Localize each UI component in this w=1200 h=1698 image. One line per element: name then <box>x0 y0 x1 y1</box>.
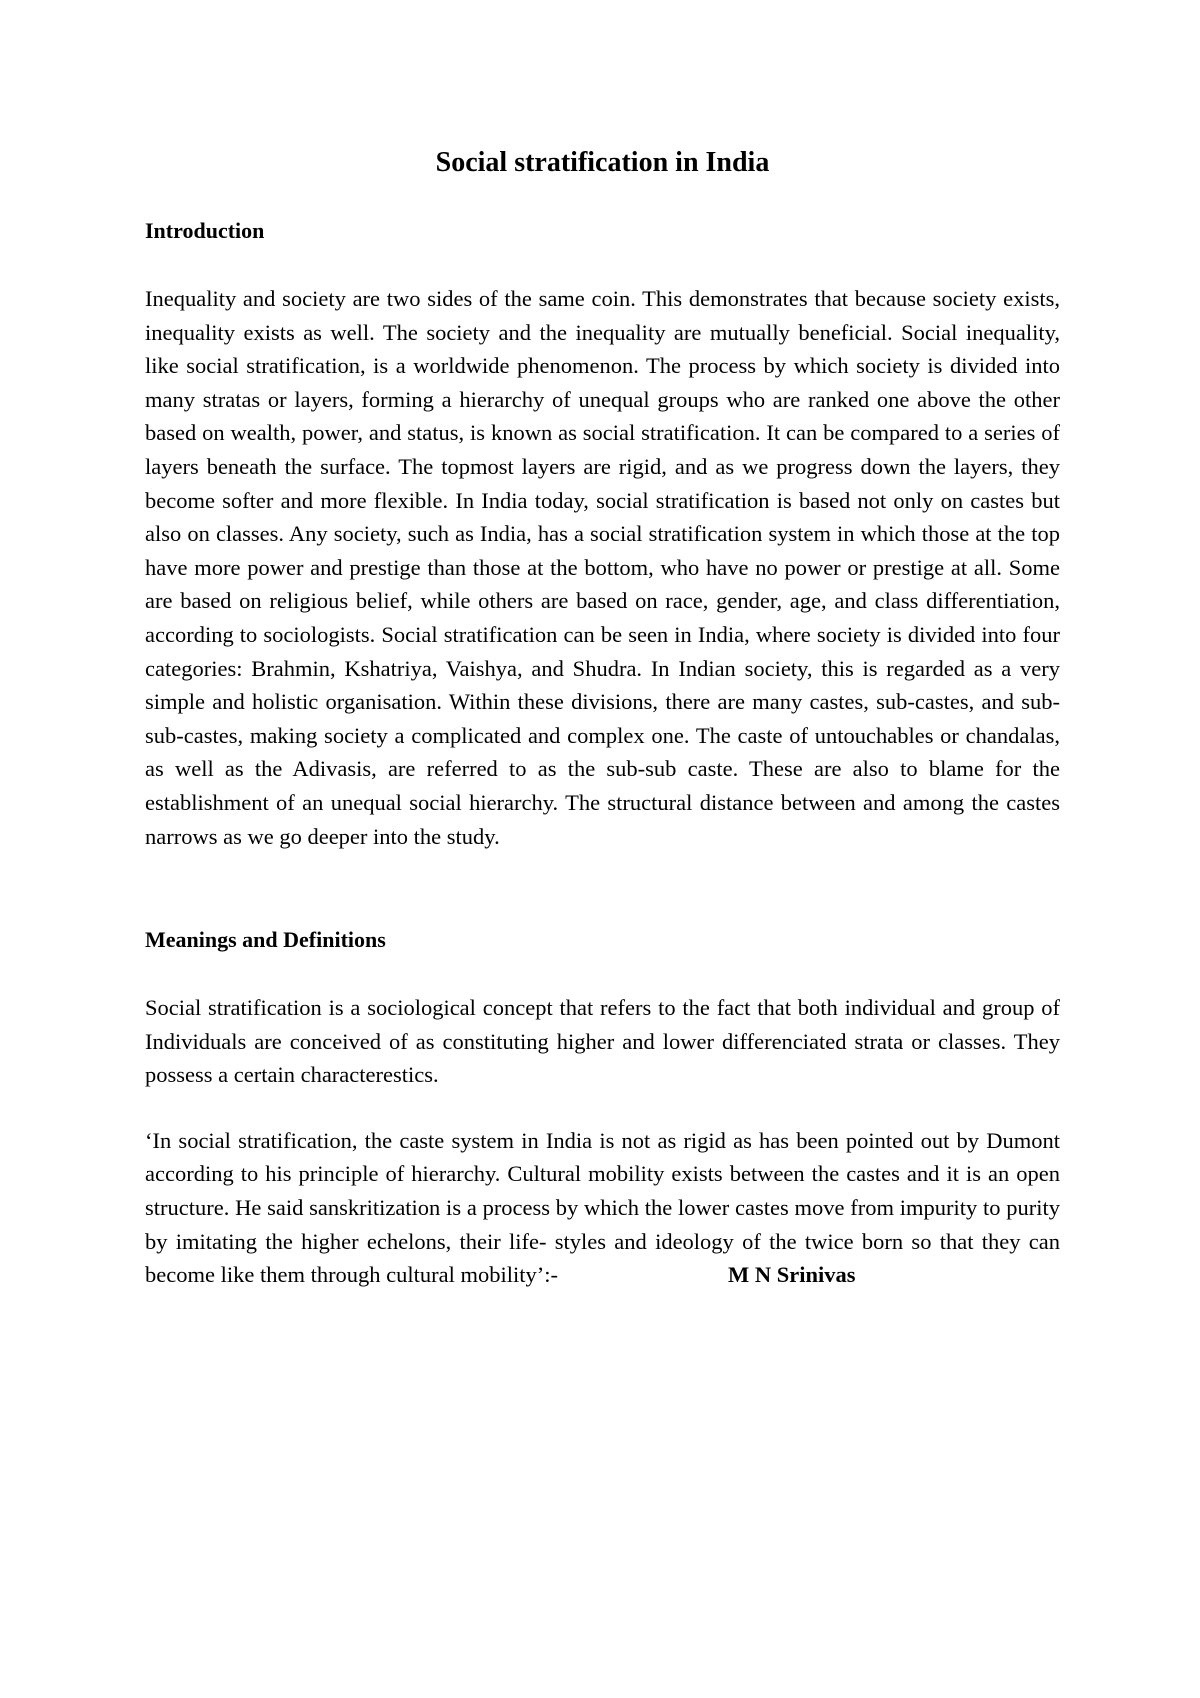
introduction-paragraph: Inequality and society are two sides of the same coin. This demonstrates that because society exists, inequality exists as well. The society and the inequality are mutually beneficial. Social inequality, like social stratification, is a worldwide phenomenon. The process by which society is divided into many stratas or layers, forming a hierarchy of unequal groups who are ranked one above the other based on wealth, power, and status, is known as social stratification. It can be compared to a series of layers beneath the surface. The topmost layers are rigid, and as we progress down the layers, they become softer and more flexible. In India today, social stratification is based not only on castes but also on classes. Any society, such as India, has a social stratification system in which those at the top have more power and prestige than those at the bottom, who have no power or prestige at all. Some are based on religious belief, while others are based on race, gender, age, and class differentiation, according to sociologists. Social stratification can be seen in India, where society is divided into four categories: Brahmin, Kshatriya, Vaishya, and Shudra. In Indian society, this is regarded as a very simple and holistic organisation. Within these divisions, there are many castes, sub-castes, and sub-sub-castes, making society a complicated and complex one. The caste of untouchables or chandalas, as well as the Adivasis, are referred to as the sub-sub caste. These are also to blame for the establishment of an unequal social hierarchy. The structural distance between and among the castes narrows as we go deeper into the study. <box>145 286 1060 849</box>
quote-attribution: M N Srinivas <box>728 1262 856 1288</box>
document-title: Social stratification in India <box>435 147 770 178</box>
definition-paragraph: Social stratification is a sociological concept that refers to the fact that both individual and group of Individuals are conceived of as constituting higher and lower differenciated strata or classes. They possess a certain characterestics. <box>145 995 1060 1088</box>
introduction-heading: Introduction <box>145 218 265 243</box>
document-content <box>145 145 1060 1292</box>
quote-text: ‘In social stratification, the caste system in India is not as rigid as has been pointed out by Dumont according to his principle of hierarchy. Cultural mobility exists between the castes and it is an open structure. He said sanskritization is a process by which the lower castes move from impurity to purity by imitating the higher echelons, their life- styles and ideology of the twice born so that they can become like them through cultural mobility’:- <box>145 1127 1060 1288</box>
meanings-heading: Meanings and Definitions <box>145 927 386 953</box>
quote-paragraph <box>145 1124 1060 1292</box>
